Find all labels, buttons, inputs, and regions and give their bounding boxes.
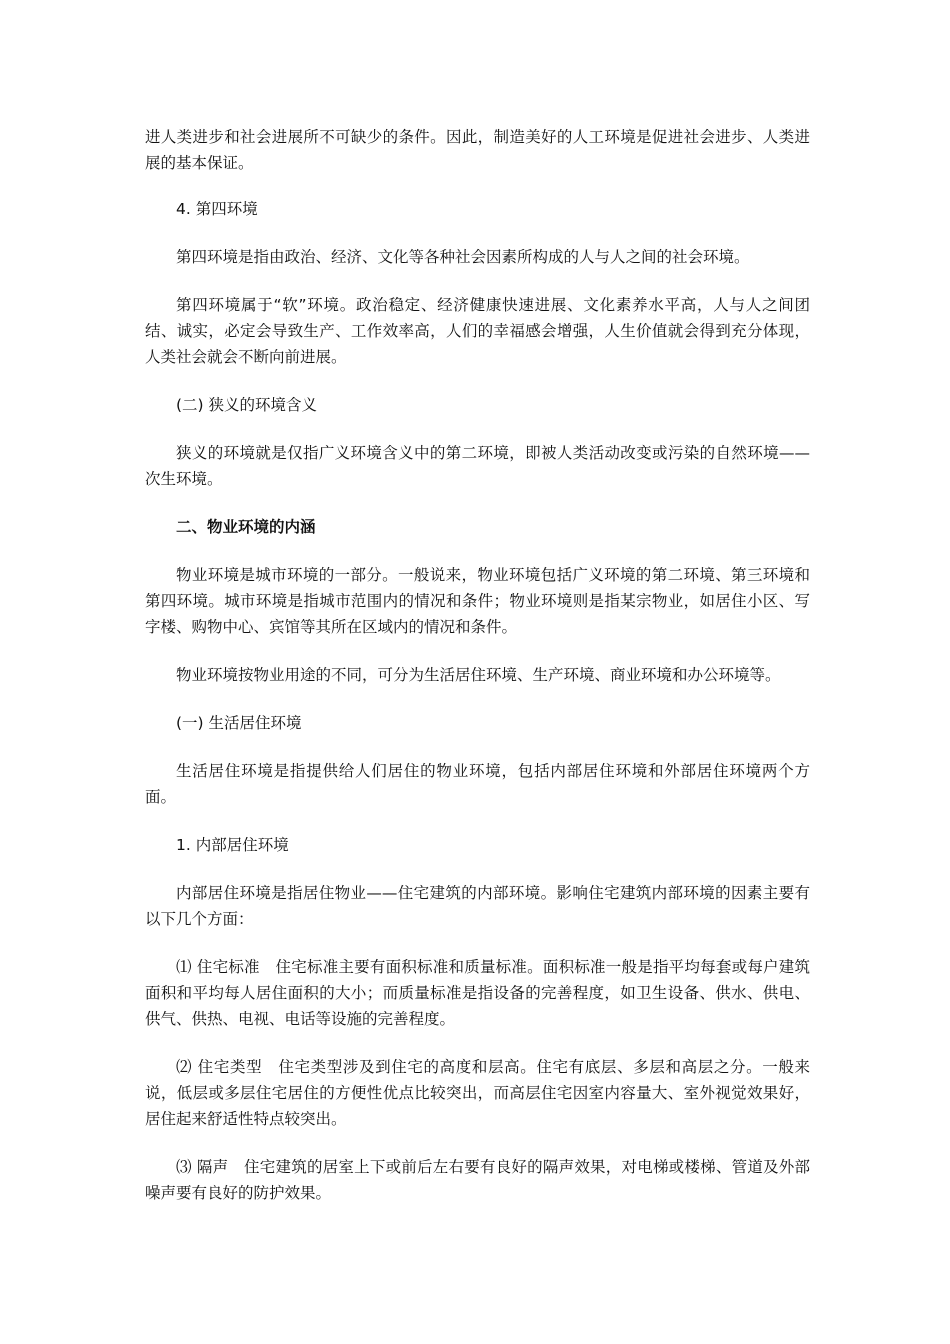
heading-narrow-environment: (二) 狭义的环境含义 xyxy=(176,396,318,414)
paragraph-property-types: 物业环境按物业用途的不同，可分为生活居住环境、生产环境、商业环境和办公环境等。 xyxy=(176,666,781,684)
heading-internal-living: 1. 内部居住环境 xyxy=(176,836,289,854)
paragraph-narrow-environment: 狭义的环境就是仅指广义环境含义中的第二环境，即被人类活动改变或污染的自然环境——次生环境。 xyxy=(145,444,810,488)
heading-living-environment: (一) 生活居住环境 xyxy=(176,714,302,732)
document-page xyxy=(145,124,810,1206)
paragraph-fourth-env-definition: 第四环境是指由政治、经济、文化等各种社会因素所构成的人与人之间的社会环境。 xyxy=(176,248,750,266)
paragraph-fourth-env-soft: 第四环境属于“软”环境。政治稳定、经济健康快速进展、文化素养水平高，人与人之间团结、诚实，必定会导致生产、工作效率高，人们的幸福感会增强，人生价值就会得到充分体现，人类社会就会不断向前进展。 xyxy=(145,296,810,366)
heading-fourth-environment: 4. 第四环境 xyxy=(176,200,258,218)
paragraph-internal-living: 内部居住环境是指居住物业——住宅建筑的内部环境。影响住宅建筑内部环境的因素主要有以下几个方面： xyxy=(145,884,810,928)
heading-property-environment: 二、物业环境的内涵 xyxy=(176,518,316,536)
paragraph-property-environment: 物业环境是城市环境的一部分。一般说来，物业环境包括广义环境的第二环境、第三环境和第四环境。城市环境是指城市范围内的情况和条件；物业环境则是指某宗物业，如居住小区、写字楼、购物中心、宾馆等其所在区域内的情况和条件。 xyxy=(145,566,810,636)
paragraph-living-environment: 生活居住环境是指提供给人们居住的物业环境，包括内部居住环境和外部居住环境两个方面。 xyxy=(145,762,810,806)
paragraph-housing-type: ⑵ 住宅类型 住宅类型涉及到住宅的高度和层高。住宅有底层、多层和高层之分。一般来说，低层或多层住宅居住的方便性优点比较突出，而高层住宅因室内容量大、室外视觉效果好，居住起来舒适性特点较突出。 xyxy=(145,1058,810,1128)
paragraph-continuation: 进人类进步和社会进展所不可缺少的条件。因此，制造美好的人工环境是促进社会进步、人类进展的基本保证。 xyxy=(145,128,810,172)
paragraph-sound-insulation: ⑶ 隔声 住宅建筑的居室上下或前后左右要有良好的隔声效果，对电梯或楼梯、管道及外部噪声要有良好的防护效果。 xyxy=(145,1158,810,1202)
paragraph-housing-standard: ⑴ 住宅标准 住宅标准主要有面积标准和质量标准。面积标准一般是指平均每套或每户建筑面积和平均每人居住面积的大小；而质量标准是指设备的完善程度，如卫生设备、供水、供电、供气、供热、电视、电话等设施的完善程度。 xyxy=(145,958,810,1028)
